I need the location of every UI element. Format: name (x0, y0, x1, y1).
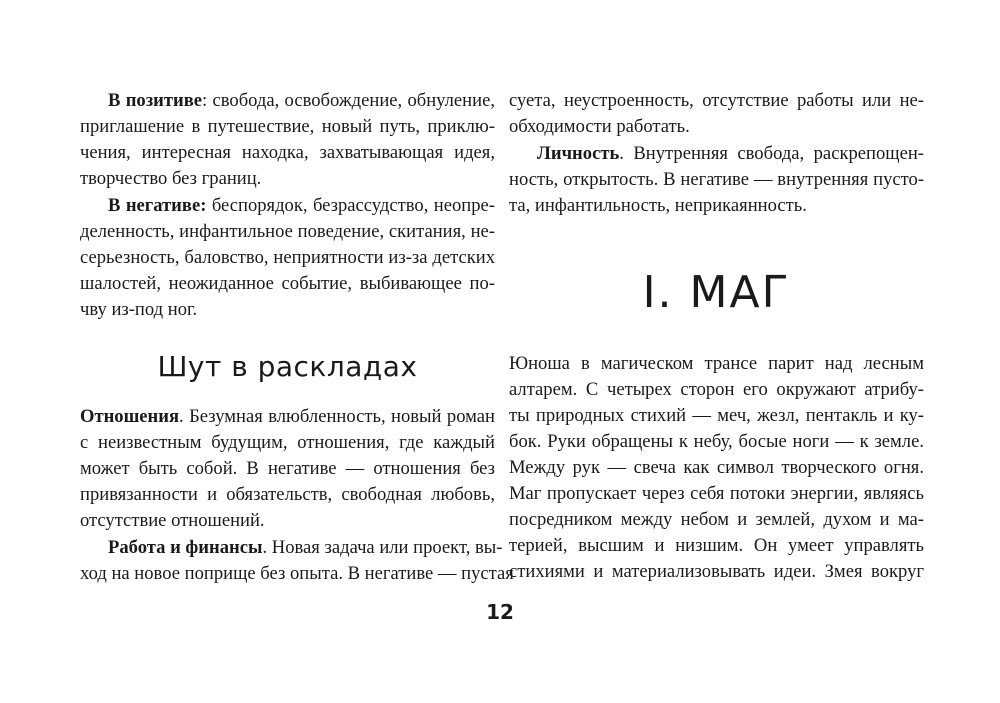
paragraph-line: В позитиве: свобода, освобождение, обнуление, (108, 90, 495, 111)
paragraph-line: чения, интересная находка, захватывающая идея, (80, 142, 495, 163)
paragraph-line: посредником между небом и землей, духом и ма- (509, 509, 924, 530)
paragraph-line: ность, открытость. В негативе — внутренняя пусто- (509, 169, 924, 190)
paragraph-line: обходимости работать. (509, 116, 690, 137)
page-number: 12 (486, 600, 514, 624)
paragraph-line: деленность, инфантильное поведение, скитания, не- (80, 221, 495, 242)
paragraph-line: Между рук — свеча как символ творческого огня. (509, 457, 924, 478)
paragraph-line: суета, неустроенность, отсутствие работы или не- (509, 90, 924, 111)
label-personality: Личность (537, 143, 620, 164)
paragraph-line: привязанности и обязательств, свободная любовь, (80, 484, 495, 505)
label-positive: В позитиве (108, 90, 203, 111)
paragraph-line: отсутствие отношений. (80, 510, 265, 531)
paragraph-line: бок. Руки обращены к небу, босые ноги — к земле. (509, 431, 924, 452)
paragraph-line: Работа и финансы. Новая задача или проект, вы- (108, 537, 503, 558)
paragraph-line: Юноша в магическом трансе парит над лесным (509, 353, 924, 374)
paragraph-line: терией, высшим и низшим. Он умеет управлять (509, 535, 924, 556)
paragraph-line: с неизвестным будущим, отношения, где каждый (80, 432, 495, 453)
paragraph-line: Отношения. Безумная влюбленность, новый роман (80, 406, 495, 427)
section-heading: Шут в раскладах (157, 350, 418, 383)
paragraph-line: приглашение в путешествие, новый путь, приклю- (80, 116, 495, 137)
paragraph-line: чву из-под ног. (80, 299, 198, 320)
label-work: Работа и финансы (108, 537, 263, 558)
paragraph-line: та, инфантильность, неприкаянность. (509, 195, 807, 216)
paragraph-line: творчество без границ. (80, 168, 262, 189)
label-relations: Отношения (80, 406, 180, 427)
paragraph-line: ход на новое поприще без опыта. В негативе — пустая (80, 563, 514, 584)
paragraph-line: В негативе: беспорядок, безрассудство, неопре- (108, 195, 495, 216)
paragraph-line: серьезность, баловство, неприятности из-за детских (80, 247, 495, 268)
paragraph-line: может быть собой. В негативе — отношения без (80, 458, 495, 479)
paragraph-line: алтарем. С четырех сторон его окружают атрибу- (509, 379, 924, 400)
chapter-heading: I. МАГ (642, 267, 791, 318)
paragraph-line: шалостей, неожиданное событие, выбивающее по- (80, 273, 495, 294)
paragraph-line: ты природных стихий — меч, жезл, пентакль и ку- (509, 405, 924, 426)
paragraph-line: стихиями и материализовывать идеи. Змея вокруг (509, 561, 924, 582)
paragraph-line: Личность. Внутренняя свобода, раскрепощен- (537, 143, 924, 164)
label-negative: В негативе: (108, 195, 207, 216)
paragraph-line: Маг пропускает через себя потоки энергии, являясь (509, 483, 924, 504)
